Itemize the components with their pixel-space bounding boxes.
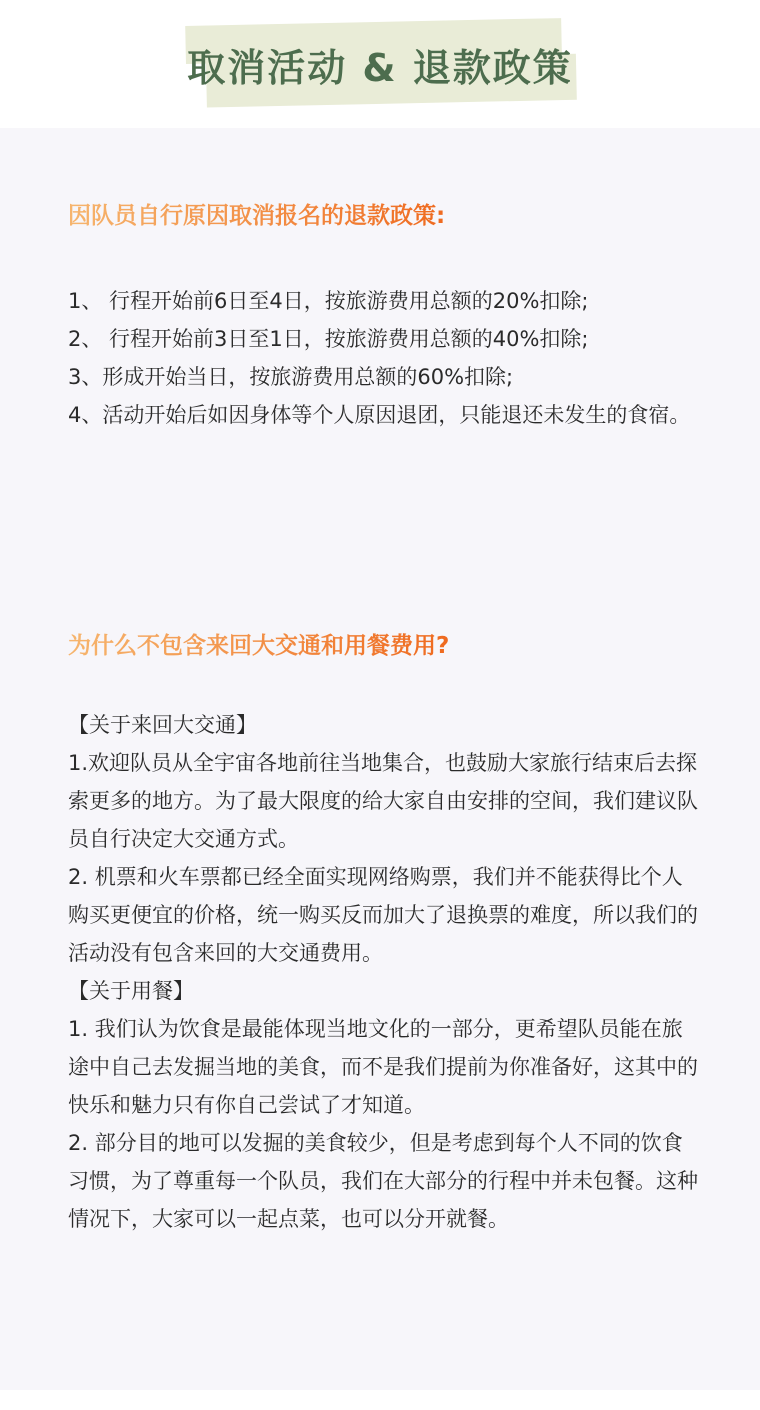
header <box>0 0 760 128</box>
meal-item: 1. 我们认为饮食是最能体现当地文化的一部分，更希望队员能在旅途中自己去发掘当地的美食，而不是我们提前为你准备好，这其中的快乐和魅力只有你自己尝试了才知道。 <box>68 1017 698 1117</box>
exclusions-heading: 为什么不包含来回大交通和用餐费用? <box>68 630 449 662</box>
page-title: 取消活动 & 退款政策 <box>187 46 573 90</box>
refund-policy-heading: 因队员自行原因取消报名的退款政策: <box>68 200 445 232</box>
transport-item: 2. 机票和火车票都已经全面实现网络购票，我们并不能获得比个人购买更便宜的价格，统一购买反而加大了退换票的难度，所以我们的活动没有包含来回的大交通费用。 <box>68 865 698 965</box>
exclusions-body <box>68 706 698 1238</box>
transport-subtitle: 【关于来回大交通】 <box>68 713 257 737</box>
transport-item: 1.欢迎队员从全宇宙各地前往当地集合，也鼓励大家旅行结束后去探索更多的地方。为了最大限度的给大家自由安排的空间，我们建议队员自行决定大交通方式。 <box>68 751 698 851</box>
refund-item: 3、形成开始当日，按旅游费用总额的60%扣除; <box>68 365 514 389</box>
meal-item: 2. 部分目的地可以发掘的美食较少，但是考虑到每个人不同的饮食习惯，为了尊重每一个队员，我们在大部分的行程中并未包餐。这种情况下，大家可以一起点菜，也可以分开就餐。 <box>68 1131 698 1231</box>
bottom-strip <box>0 1390 760 1410</box>
refund-policy-list <box>68 282 698 434</box>
refund-item: 1、 行程开始前6日至4日，按旅游费用总额的20%扣除; <box>68 289 589 313</box>
refund-item: 4、活动开始后如因身体等个人原因退团，只能退还未发生的食宿。 <box>68 403 691 427</box>
meal-subtitle: 【关于用餐】 <box>68 979 194 1003</box>
refund-item: 2、 行程开始前3日至1日，按旅游费用总额的40%扣除; <box>68 327 589 351</box>
content-panel <box>0 128 760 1390</box>
